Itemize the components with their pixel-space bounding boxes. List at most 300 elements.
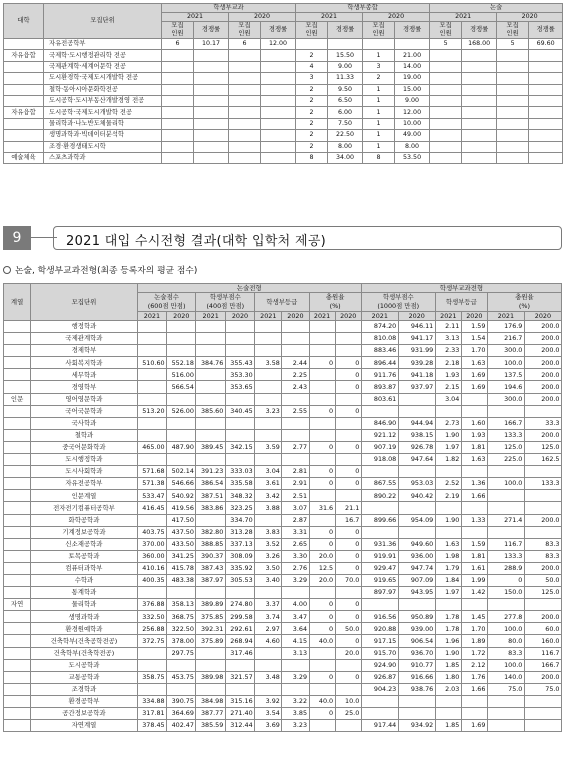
value-cell: 200.0 — [524, 393, 561, 405]
group-cell — [4, 441, 31, 453]
value-cell — [398, 502, 435, 514]
value-cell — [309, 647, 335, 659]
value-cell: 1.97 — [435, 587, 461, 599]
value-cell — [137, 587, 166, 599]
value-cell — [261, 73, 296, 84]
value-cell: 2 — [296, 141, 328, 152]
value-cell — [309, 393, 335, 405]
value-cell: 322.50 — [167, 623, 196, 635]
value-cell: 938.76 — [398, 683, 435, 695]
unit-name-cell: 행정학과 — [31, 321, 138, 333]
value-cell: 924.90 — [361, 659, 398, 671]
group-cell: 자연 — [4, 599, 31, 611]
value-cell: 9.00 — [328, 61, 363, 72]
col-record-400: 학생부점수 (400점 만점) — [196, 293, 255, 312]
table-row — [4, 574, 562, 586]
value-cell: 453.75 — [167, 671, 196, 683]
value-cell: 3.54 — [255, 708, 282, 720]
value-cell — [462, 84, 497, 95]
value-cell: 0 — [309, 441, 335, 453]
unit-name-cell: 경영학부 — [31, 381, 138, 393]
year-header: 2021 — [487, 312, 524, 321]
table-row — [4, 720, 562, 732]
value-cell: 2.43 — [282, 381, 309, 393]
value-cell: 897.97 — [361, 587, 398, 599]
value-cell: 2 — [296, 118, 328, 129]
value-cell — [162, 107, 194, 118]
value-cell: 552.18 — [167, 357, 196, 369]
table-row — [4, 381, 562, 393]
table-row — [4, 635, 562, 647]
value-cell — [335, 454, 361, 466]
value-cell — [261, 95, 296, 106]
value-cell: 926.87 — [361, 671, 398, 683]
value-cell: 60.0 — [524, 623, 561, 635]
value-cell: 1.59 — [461, 321, 487, 333]
value-cell: 200.0 — [524, 611, 561, 623]
value-cell: 3.83 — [255, 526, 282, 538]
value-cell: 950.89 — [398, 611, 435, 623]
value-cell — [162, 152, 194, 163]
value-cell — [225, 345, 254, 357]
group-cell — [4, 502, 31, 514]
value-cell: 0 — [335, 381, 361, 393]
value-cell — [335, 345, 361, 357]
value-cell: 0 — [335, 405, 361, 417]
value-cell — [261, 130, 296, 141]
unit-name-cell: 국사학과 — [31, 417, 138, 429]
value-cell: 1 — [363, 130, 395, 141]
value-cell: 315.16 — [225, 695, 254, 707]
value-cell: 3.22 — [282, 695, 309, 707]
value-cell — [194, 130, 229, 141]
value-cell — [261, 107, 296, 118]
value-cell: 6 — [162, 39, 194, 50]
value-cell — [137, 514, 166, 526]
value-cell: 364.69 — [167, 708, 196, 720]
value-cell: 915.70 — [361, 647, 398, 659]
value-cell — [529, 61, 563, 72]
unit-name-cell: 전자전기컴퓨터공학부 — [31, 502, 138, 514]
col-unit: 모집단위 — [44, 4, 162, 39]
value-cell — [255, 683, 282, 695]
value-cell: 936.00 — [398, 550, 435, 562]
value-cell: 3.30 — [282, 550, 309, 562]
group-cell — [4, 333, 31, 345]
group-cell — [4, 526, 31, 538]
value-cell: 3.88 — [255, 502, 282, 514]
value-cell: 372.75 — [137, 635, 166, 647]
value-cell: 194.6 — [487, 381, 524, 393]
value-cell: 929.47 — [361, 562, 398, 574]
value-cell: 533.47 — [137, 490, 166, 502]
value-cell — [196, 369, 225, 381]
year-header: 2021 — [430, 13, 497, 22]
value-cell — [487, 599, 524, 611]
value-cell: 402.47 — [167, 720, 196, 732]
value-cell: 392.31 — [196, 623, 225, 635]
value-cell: 8 — [296, 152, 328, 163]
value-cell — [282, 345, 309, 357]
value-cell — [430, 95, 462, 106]
group-cell — [4, 514, 31, 526]
group-cell — [4, 39, 44, 50]
value-cell: 50.0 — [524, 574, 561, 586]
value-cell: 391.23 — [196, 466, 225, 478]
value-cell — [229, 84, 261, 95]
value-cell: 5 — [430, 39, 462, 50]
value-cell: 919.91 — [361, 550, 398, 562]
unit-name-cell: 철학과 — [31, 429, 138, 441]
value-cell — [309, 587, 335, 599]
value-cell — [282, 683, 309, 695]
value-cell — [229, 73, 261, 84]
table-row — [4, 333, 562, 345]
value-cell: 917.44 — [361, 720, 398, 732]
value-cell: 3 — [296, 73, 328, 84]
value-cell: 415.78 — [167, 562, 196, 574]
value-cell — [461, 393, 487, 405]
value-cell: 12.5 — [309, 562, 335, 574]
value-cell — [196, 333, 225, 345]
value-cell: 388.85 — [196, 538, 225, 550]
value-cell — [462, 61, 497, 72]
value-cell: 465.00 — [137, 441, 166, 453]
table-row — [4, 441, 562, 453]
group-cell — [4, 574, 31, 586]
value-cell: 7.50 — [328, 118, 363, 129]
value-cell: 33.3 — [524, 417, 561, 429]
value-cell — [309, 659, 335, 671]
value-cell: 140.0 — [487, 671, 524, 683]
value-cell: 133.3 — [487, 429, 524, 441]
value-cell — [194, 95, 229, 106]
value-cell: 3.50 — [255, 562, 282, 574]
value-cell — [462, 73, 497, 84]
value-cell: 268.94 — [225, 635, 254, 647]
value-cell: 308.09 — [225, 550, 254, 562]
value-cell: 342.15 — [225, 441, 254, 453]
unit-name-cell: 스포츠과학과 — [44, 152, 162, 163]
value-cell: 176.9 — [487, 321, 524, 333]
value-cell — [282, 429, 309, 441]
value-cell: 1.54 — [461, 333, 487, 345]
value-cell: 3.42 — [255, 490, 282, 502]
table-row — [4, 393, 562, 405]
value-cell: 162.5 — [524, 454, 561, 466]
value-cell: 2.87 — [282, 514, 309, 526]
value-cell — [497, 95, 529, 106]
unit-name-cell: 도시행정학과 — [31, 454, 138, 466]
value-cell — [167, 393, 196, 405]
value-cell: 1 — [363, 118, 395, 129]
value-cell — [309, 683, 335, 695]
value-cell: 2.77 — [282, 441, 309, 453]
value-cell — [309, 369, 335, 381]
value-cell — [435, 526, 461, 538]
table-row — [4, 454, 562, 466]
value-cell: 0 — [487, 574, 524, 586]
unit-name-cell: 도시공학·국제도시개발학 전공 — [44, 107, 162, 118]
value-cell — [255, 381, 282, 393]
value-cell — [398, 695, 435, 707]
value-cell: 0 — [335, 478, 361, 490]
value-cell: 937.97 — [398, 381, 435, 393]
year-header: 2020 — [225, 312, 254, 321]
value-cell: 1.63 — [461, 357, 487, 369]
value-cell: 0 — [309, 357, 335, 369]
value-cell: 1.82 — [435, 454, 461, 466]
value-cell: 4.60 — [255, 635, 282, 647]
value-cell: 510.60 — [137, 357, 166, 369]
value-cell: 387.77 — [196, 708, 225, 720]
value-cell — [309, 429, 335, 441]
value-cell — [524, 599, 561, 611]
year-header: 2020 — [461, 312, 487, 321]
value-cell: 368.75 — [167, 611, 196, 623]
unit-name-cell: 세무학과 — [31, 369, 138, 381]
value-cell: 340.45 — [225, 405, 254, 417]
value-cell: 2.33 — [435, 345, 461, 357]
value-cell: 12.00 — [395, 107, 430, 118]
value-cell: 333.03 — [225, 466, 254, 478]
value-cell: 907.19 — [361, 441, 398, 453]
unit-name-cell: 건축학부(건축공학전공) — [31, 635, 138, 647]
value-cell: 0 — [335, 599, 361, 611]
value-cell — [524, 708, 561, 720]
value-cell — [229, 95, 261, 106]
value-cell — [361, 695, 398, 707]
value-cell: 3.74 — [255, 611, 282, 623]
value-cell — [461, 599, 487, 611]
section-title-box — [53, 226, 562, 250]
value-cell: 1.70 — [461, 345, 487, 357]
value-cell — [335, 417, 361, 429]
value-cell — [137, 647, 166, 659]
value-cell: 0 — [309, 599, 335, 611]
value-cell — [194, 141, 229, 152]
value-cell: 382.80 — [196, 526, 225, 538]
value-cell: 389.89 — [196, 599, 225, 611]
value-cell: 133.3 — [524, 478, 561, 490]
unit-name-cell: 도시공학·도시부동산개발경영 전공 — [44, 95, 162, 106]
value-cell: 8.00 — [328, 141, 363, 152]
value-cell: 384.76 — [196, 357, 225, 369]
value-cell — [167, 333, 196, 345]
value-cell: 83.3 — [524, 538, 561, 550]
value-cell — [196, 393, 225, 405]
value-cell — [335, 659, 361, 671]
value-cell — [196, 429, 225, 441]
value-cell: 200.0 — [524, 369, 561, 381]
col-grade: 학생부등급 — [255, 293, 309, 312]
value-cell: 403.75 — [137, 526, 166, 538]
ratio-header: 경쟁률 — [261, 22, 296, 39]
table-row — [4, 695, 562, 707]
value-cell — [497, 141, 529, 152]
value-cell: 946.11 — [398, 321, 435, 333]
value-cell: 1.93 — [435, 369, 461, 381]
value-cell: 216.7 — [487, 333, 524, 345]
value-cell: 2.18 — [435, 357, 461, 369]
group-cell: 자유융합 — [4, 107, 44, 118]
value-cell — [309, 381, 335, 393]
value-cell: 8 — [363, 152, 395, 163]
table-row — [4, 357, 562, 369]
value-cell: 335.58 — [225, 478, 254, 490]
value-cell: 944.94 — [398, 417, 435, 429]
value-cell — [335, 333, 361, 345]
value-cell: 1.79 — [435, 562, 461, 574]
value-cell: 910.77 — [398, 659, 435, 671]
value-cell: 125.0 — [524, 587, 561, 599]
value-cell: 3.92 — [255, 695, 282, 707]
group-cell — [4, 417, 31, 429]
value-cell — [524, 526, 561, 538]
unit-name-cell: 공간정보공학과 — [31, 708, 138, 720]
group-cell: 자유융합 — [4, 50, 44, 61]
value-cell: 1.98 — [435, 550, 461, 562]
unit-name-cell: 생명과학과 — [31, 611, 138, 623]
value-cell — [255, 514, 282, 526]
table-row — [4, 107, 563, 118]
value-cell — [196, 417, 225, 429]
value-cell — [430, 107, 462, 118]
value-cell: 378.00 — [167, 635, 196, 647]
year-header: 2021 — [137, 312, 166, 321]
value-cell: 348.32 — [225, 490, 254, 502]
value-cell: 2.15 — [435, 381, 461, 393]
col-group-school-record: 학생부교과전형 — [361, 284, 561, 293]
value-cell: 50.0 — [335, 623, 361, 635]
unit-name-cell: 환경공학부 — [31, 695, 138, 707]
value-cell — [435, 502, 461, 514]
value-cell: 3.61 — [255, 478, 282, 490]
value-cell — [309, 333, 335, 345]
value-cell: 2.97 — [255, 623, 282, 635]
value-cell: 1 — [363, 95, 395, 106]
value-cell: 312.44 — [225, 720, 254, 732]
col-group-essay: 논술전형 — [137, 284, 361, 293]
value-cell — [487, 708, 524, 720]
value-cell: 80.0 — [487, 635, 524, 647]
value-cell — [462, 50, 497, 61]
value-cell — [229, 152, 261, 163]
year-header: 2021 — [309, 312, 335, 321]
value-cell — [137, 381, 166, 393]
value-cell: 332.50 — [137, 611, 166, 623]
value-cell: 931.99 — [398, 345, 435, 357]
value-cell — [225, 454, 254, 466]
value-cell — [261, 118, 296, 129]
value-cell: 893.87 — [361, 381, 398, 393]
year-header: 2021 — [255, 312, 282, 321]
value-cell — [196, 647, 225, 659]
value-cell: 10.00 — [395, 118, 430, 129]
value-cell: 16.7 — [335, 514, 361, 526]
group-cell — [4, 587, 31, 599]
value-cell: 2.11 — [435, 321, 461, 333]
value-cell — [309, 720, 335, 732]
value-cell — [225, 659, 254, 671]
value-cell: 387.43 — [196, 562, 225, 574]
value-cell: 2.52 — [435, 478, 461, 490]
value-cell: 20.0 — [309, 574, 335, 586]
value-cell: 3.26 — [255, 550, 282, 562]
value-cell — [225, 417, 254, 429]
value-cell — [282, 587, 309, 599]
value-cell: 502.14 — [167, 466, 196, 478]
group-cell — [4, 671, 31, 683]
value-cell: 116.7 — [487, 538, 524, 550]
group-cell — [4, 550, 31, 562]
group-cell — [4, 84, 44, 95]
value-cell: 1.81 — [461, 550, 487, 562]
value-cell: 125.0 — [524, 441, 561, 453]
value-cell — [255, 429, 282, 441]
value-cell: 0 — [309, 611, 335, 623]
value-cell: 5 — [497, 39, 529, 50]
value-cell — [461, 502, 487, 514]
year-header: 2020 — [497, 13, 563, 22]
value-cell: 168.00 — [462, 39, 497, 50]
value-cell — [309, 321, 335, 333]
value-cell: 31.6 — [309, 502, 335, 514]
group-cell — [4, 695, 31, 707]
value-cell: 3.29 — [282, 671, 309, 683]
value-cell: 526.00 — [167, 405, 196, 417]
value-cell: 1.72 — [461, 647, 487, 659]
quota-header: 모집 인원 — [296, 22, 328, 39]
value-cell: 21.00 — [395, 50, 430, 61]
value-cell: 941.17 — [398, 333, 435, 345]
value-cell — [529, 130, 563, 141]
unit-name-cell: 물리학과 — [31, 599, 138, 611]
value-cell: 386.54 — [196, 478, 225, 490]
value-cell: 376.88 — [137, 599, 166, 611]
unit-name-cell: 자유전공학부 — [31, 478, 138, 490]
value-cell: 943.95 — [398, 587, 435, 599]
value-cell: 20.0 — [309, 550, 335, 562]
group-cell — [4, 659, 31, 671]
value-cell — [196, 659, 225, 671]
unit-name-cell: 경제학부 — [31, 345, 138, 357]
value-cell: 100.0 — [487, 357, 524, 369]
value-cell: 920.88 — [361, 623, 398, 635]
value-cell — [225, 393, 254, 405]
value-cell — [261, 84, 296, 95]
value-cell: 49.00 — [395, 130, 430, 141]
value-cell: 1.76 — [461, 671, 487, 683]
value-cell: 3.13 — [435, 333, 461, 345]
value-cell — [282, 321, 309, 333]
unit-name-cell: 국제학·도시행정관리학 전공 — [44, 50, 162, 61]
value-cell: 0 — [309, 623, 335, 635]
value-cell: 390.37 — [196, 550, 225, 562]
value-cell: 271.4 — [487, 514, 524, 526]
value-cell — [309, 345, 335, 357]
year-header: 2020 — [363, 13, 430, 22]
value-cell: 941.18 — [398, 369, 435, 381]
value-cell — [296, 39, 328, 50]
value-cell: 300.0 — [487, 393, 524, 405]
value-cell: 3.23 — [255, 405, 282, 417]
value-cell — [196, 514, 225, 526]
value-cell: 70.0 — [335, 574, 361, 586]
value-cell — [524, 502, 561, 514]
group-cell — [4, 118, 44, 129]
table-row — [4, 345, 562, 357]
